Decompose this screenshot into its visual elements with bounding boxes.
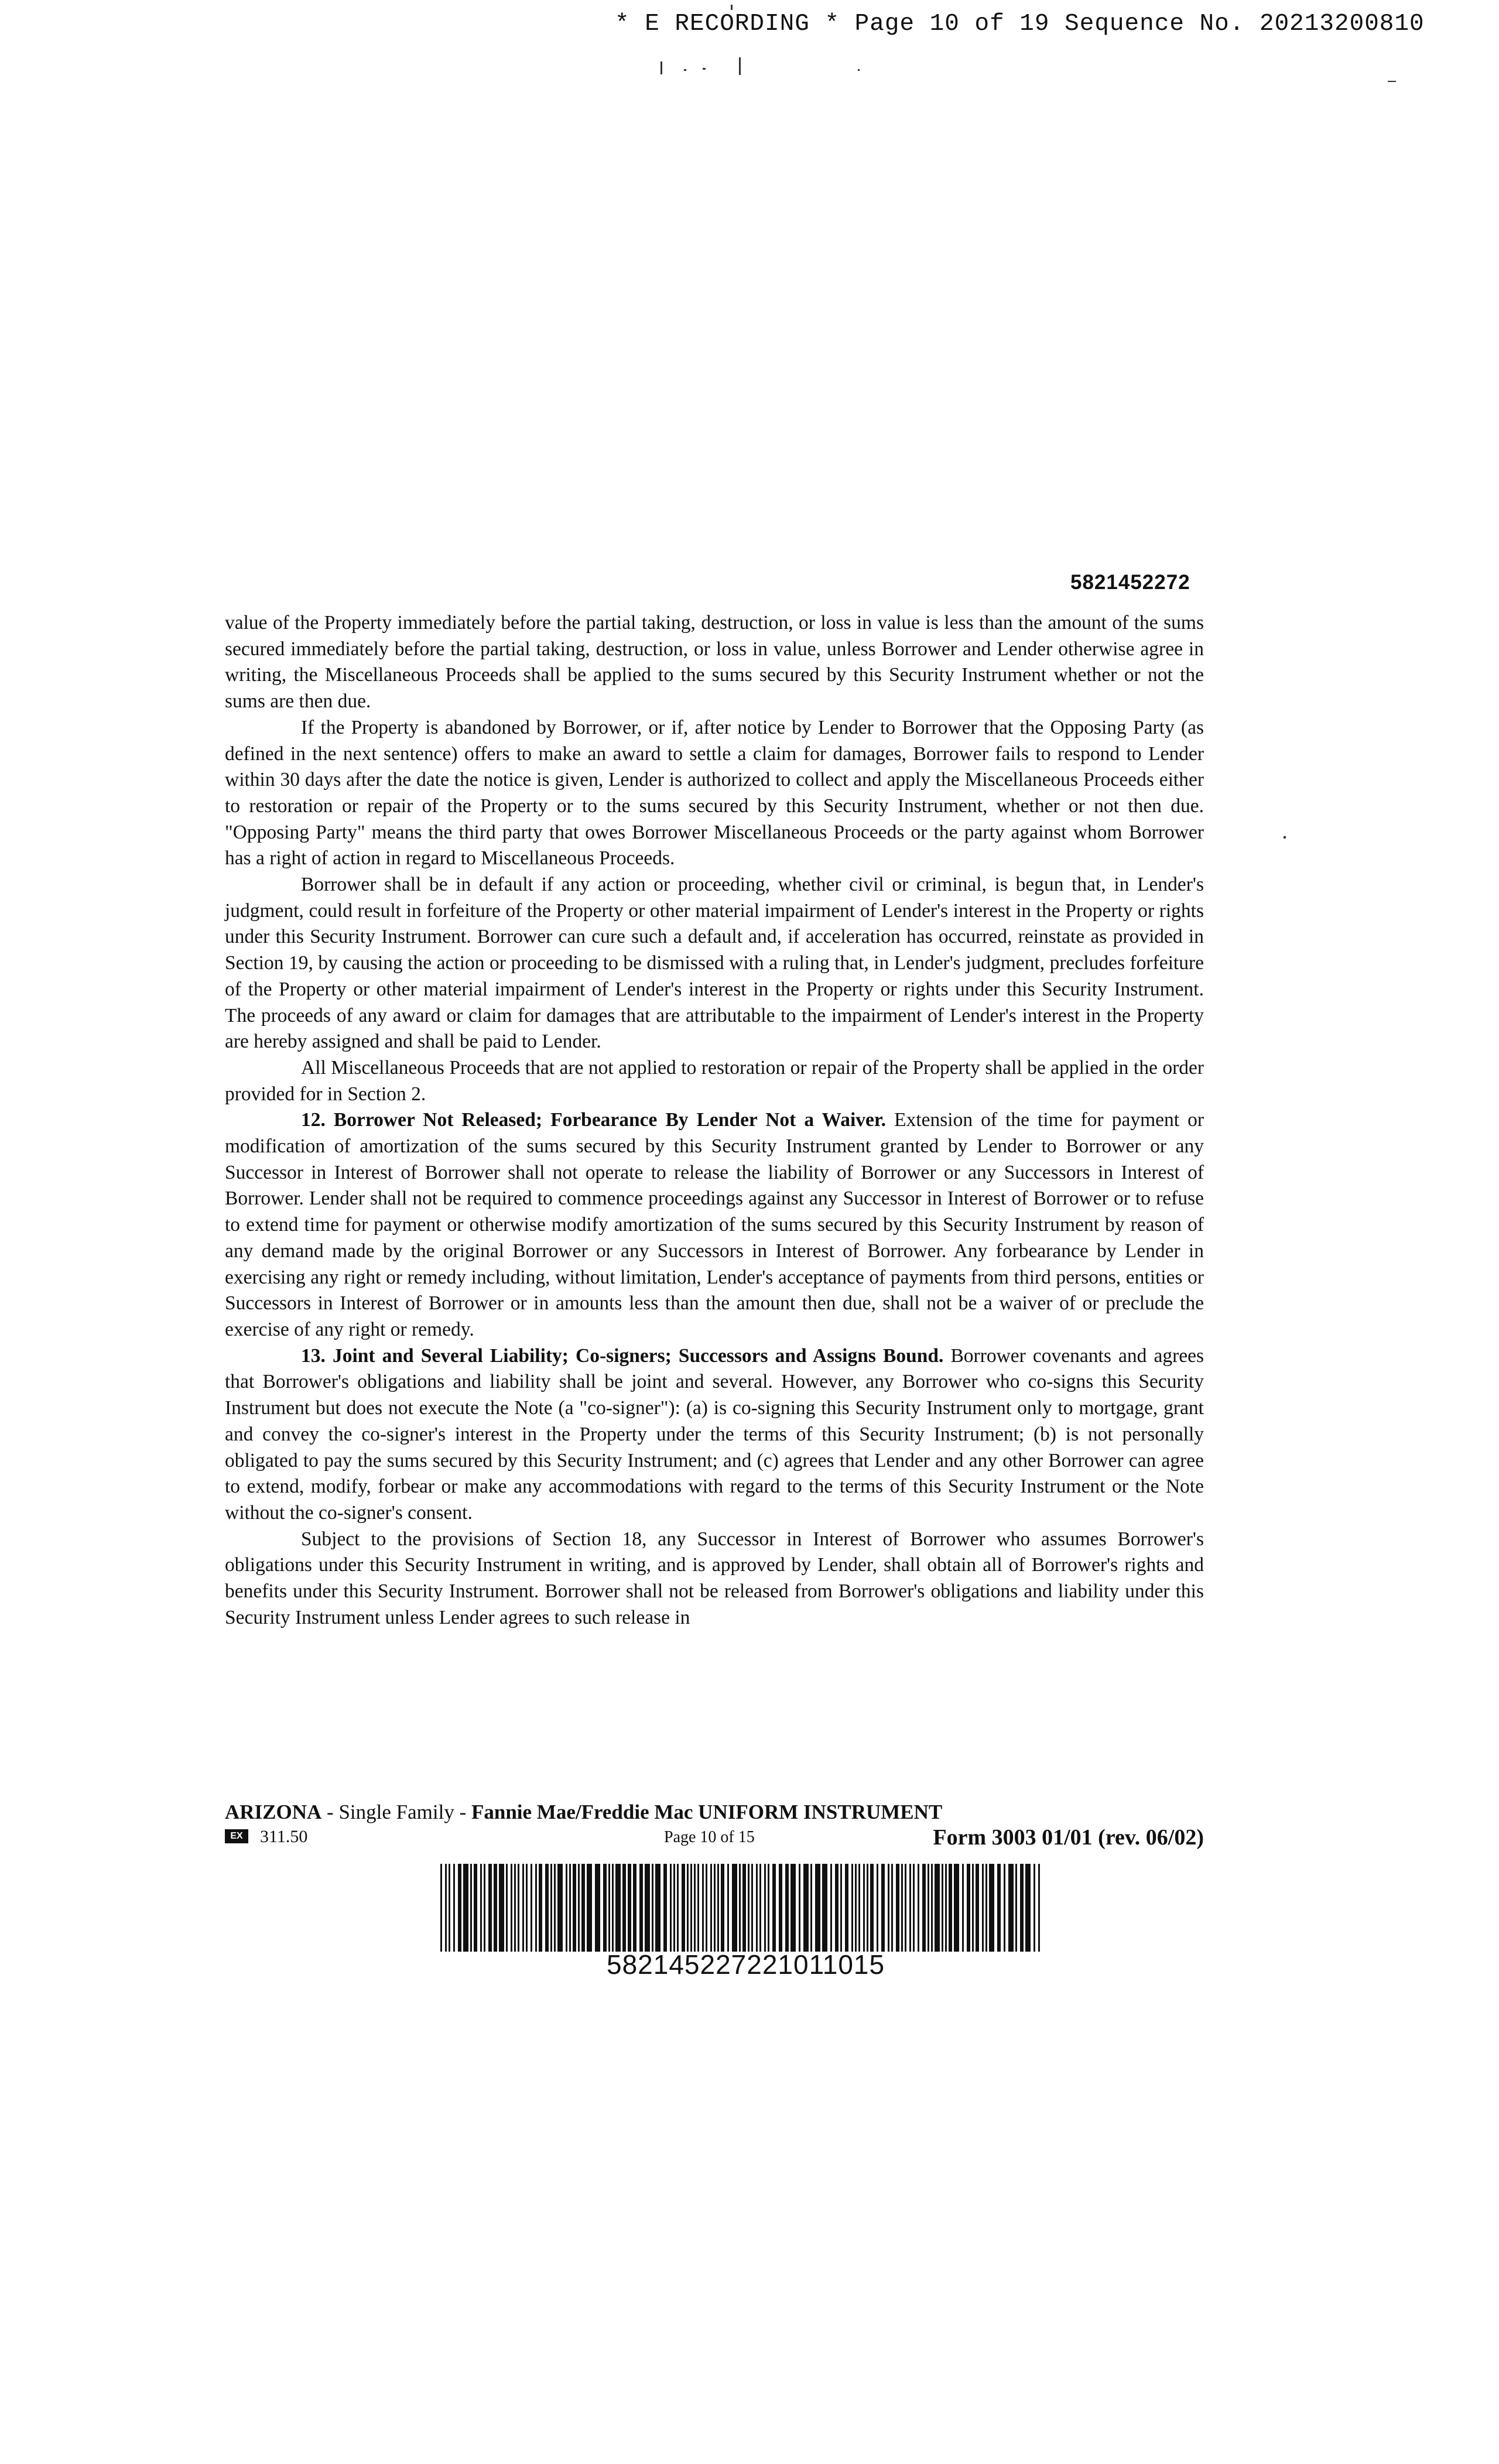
footer-row [225, 1827, 1204, 1853]
barcode-bar [949, 1864, 952, 1952]
footer-middle: - Single Family - [321, 1801, 471, 1823]
barcode-bar [877, 1864, 878, 1952]
barcode-bar [891, 1864, 893, 1952]
barcode-bar [881, 1864, 885, 1952]
barcode-bar [867, 1864, 868, 1952]
barcode-bar [663, 1864, 667, 1952]
barcode-bar [535, 1864, 537, 1952]
barcode-bar [935, 1864, 940, 1952]
barcode-bar [1025, 1864, 1031, 1952]
barcode-bar [710, 1864, 712, 1952]
barcode-bar [615, 1864, 621, 1952]
barcode-bar [458, 1864, 461, 1952]
barcode-bar [612, 1864, 614, 1952]
section-13-text: Borrower covenants and agrees that Borrower's obligations and liability shall be joint and several. However, any Borrower who co-signs this Security Instrument but does not execute the Note (a "co-signer"): (a) is co-signing this Security Instrument only to mortgage, grant and convey the co-signer's interest in the Property under the terms of this Security Instrument; (b) is not personally obligated to pay the sums secured by this Security Instrument; and (c) agrees that Lender and any other Borrower can agree to extend, modify, forbear or make any accommodations with regard to the terms of this Security Instrument or the Note without the co-signer's consent. [225, 1344, 1204, 1524]
barcode-bar [835, 1864, 839, 1952]
barcode-bar [858, 1864, 860, 1952]
barcode-bar [830, 1864, 832, 1952]
barcode-bar [714, 1864, 716, 1952]
barcode-bar [488, 1864, 492, 1952]
barcode-bar [751, 1864, 753, 1952]
barcode-bar [1033, 1864, 1035, 1952]
barcode-bar [997, 1864, 1001, 1952]
barcode-bar [982, 1864, 984, 1952]
scan-speck [731, 5, 733, 10]
barcode-bar [494, 1864, 497, 1952]
barcode-bar [989, 1864, 994, 1952]
barcode-bar [463, 1864, 468, 1952]
barcode-bar [779, 1864, 782, 1952]
scan-speck [684, 69, 686, 71]
scan-speck [858, 69, 860, 71]
barcode-bar [742, 1864, 746, 1952]
barcode-bar [595, 1864, 600, 1952]
barcode-bar [972, 1864, 974, 1952]
barcode-bar [453, 1864, 455, 1952]
barcode-bar [945, 1864, 947, 1952]
barcode-bar [863, 1864, 865, 1952]
barcode-bar [764, 1864, 766, 1952]
barcode-bar [499, 1864, 504, 1952]
paragraph-abandoned-property: If the Property is abandoned by Borrower, or if, after notice by Lender to Borrower that the Opposing Party (as defined in the next sentence) offers to make an award to settle a claim for damages, Borrower fails to respond to Lender within 30 days after the date the notice is given, Lender is authorized to collect and apply the Miscellaneous Proceeds either to restoration or repair of the Property or to the sums secured by this Security Instrument, whether or not then due. "Opposing Party" means the third party that owes Borrower Miscellaneous Proceeds or the party against whom Borrower has a right of action in regard to Miscellaneous Proceeds. [225, 716, 1204, 870]
barcode-bar [622, 1864, 626, 1952]
barcode-bar [557, 1864, 563, 1952]
page-number: Page 10 of 15 [664, 1828, 755, 1846]
barcode-bar [922, 1864, 926, 1952]
barcode-bar [652, 1864, 653, 1952]
barcode-bar [545, 1864, 549, 1952]
barcode-bar [673, 1864, 675, 1952]
paragraph-default: Borrower shall be in default if any action or proceeding, whether civil or criminal, is begun that, in Lender's judgment, could result in forfeiture of the Property or other material impairment of Lender's interest in the Property or rights under this Security Instrument. Borrower can cure such a default and, if acceleration has occurred, reinstate as provided in Section 19, by causing the action or proceeding to be dismissed with a ruling that, in Lender's judgment, precludes forfeiture of the Property or other material impairment of Lender's interest in the Property or rights under this Security Instrument. The proceeds of any award or claim for damages that are attributable to the impairment of Lender's interest in the Property are hereby assigned and shall be paid to Lender. [225, 874, 1204, 1053]
barcode-bar [962, 1864, 964, 1952]
barcode-bar [799, 1864, 800, 1952]
form-number: Form 3003 01/01 (rev. 06/02) [933, 1825, 1204, 1850]
document-body [225, 610, 1204, 1631]
barcode-bar [727, 1864, 729, 1952]
form-logo-icon: EX [225, 1829, 248, 1843]
barcode-bar [655, 1864, 660, 1952]
paragraph-misc-proceeds: All Miscellaneous Proceeds that are not applied to restoration or repair of the Property shall be applied in the order provided for in Section 2. [225, 1056, 1204, 1105]
barcode-bar [790, 1864, 796, 1952]
barcode-bar [822, 1864, 827, 1952]
barcode-bar [573, 1864, 576, 1952]
section-13-followup: Subject to the provisions of Section 18, any Successor in Interest of Borrower who assumes Borrower's obligations under this Security Instrument in writing, and is approved by Lender, shall obtain all of Borrower's rights and benefits under this Security Instrument. Borrower shall not be released from Borrower's obligations and liability under this Security Instrument unless Lender agrees to such release in [225, 1528, 1204, 1628]
barcode-bar [739, 1864, 741, 1952]
barcode-bar [918, 1864, 919, 1952]
barcode-bar [1038, 1864, 1040, 1952]
recording-header: * E RECORDING * Page 10 of 19 Sequence No. 20213200810 [615, 11, 1425, 37]
barcode-bar [474, 1864, 477, 1952]
barcode-bar [942, 1864, 943, 1952]
barcode-bar [645, 1864, 650, 1952]
barcode-bar [785, 1864, 789, 1952]
barcode-bar [440, 1864, 442, 1952]
barcode-bar [506, 1864, 508, 1952]
barcode-bar [581, 1864, 585, 1952]
footer-state: ARIZONA [225, 1801, 322, 1823]
barcode [440, 1864, 1043, 1952]
footer-instrument: Fannie Mae/Freddie Mac UNIFORM INSTRUMENT [471, 1801, 943, 1823]
barcode-bar [526, 1864, 528, 1952]
barcode-bar [702, 1864, 704, 1952]
loan-number: 5821452272 [1070, 571, 1190, 594]
barcode-bar [569, 1864, 571, 1952]
barcode-bar [756, 1864, 758, 1952]
barcode-bar [682, 1864, 685, 1952]
barcode-bar [870, 1864, 874, 1952]
barcode-bar [445, 1864, 447, 1952]
barcode-bar [484, 1864, 485, 1952]
barcode-bar [514, 1864, 516, 1952]
barcode-bar [1015, 1864, 1017, 1952]
barcode-bar [901, 1864, 903, 1952]
section-13-heading: 13. Joint and Several Liability; Co-signers; Successors and Assigns Bound. [301, 1344, 944, 1367]
section-13 [225, 1343, 1204, 1527]
barcode-bar [670, 1864, 672, 1952]
footer-title [225, 1801, 942, 1824]
barcode-bar [985, 1864, 987, 1952]
barcode-bar [815, 1864, 820, 1952]
barcode-bar [639, 1864, 643, 1952]
barcode-bar [845, 1864, 848, 1952]
barcode-bar [721, 1864, 724, 1952]
barcode-bar [687, 1864, 689, 1952]
barcode-bar [928, 1864, 929, 1952]
barcode-bar [608, 1864, 610, 1952]
barcode-bar [522, 1864, 524, 1952]
barcode-bar [931, 1864, 933, 1952]
scan-speck [739, 57, 741, 75]
scan-speck [1284, 836, 1286, 839]
barcode-bar [840, 1864, 842, 1952]
scan-speck [703, 68, 706, 70]
barcode-bar [888, 1864, 889, 1952]
barcode-bar [768, 1864, 769, 1952]
barcode-bar [1008, 1864, 1014, 1952]
barcode-bar [759, 1864, 761, 1952]
barcode-bar [694, 1864, 696, 1952]
barcode-bar [896, 1864, 899, 1952]
barcode-bar [518, 1864, 519, 1952]
scan-speck [660, 61, 662, 74]
barcode-bar [550, 1864, 552, 1952]
barcode-bar [748, 1864, 750, 1952]
section-12-text: Extension of the time for payment or modification of amortization of the sums secured by this Security Instrument granted by Lender to Borrower or any Successor in Interest of Borrower shall not operate to release the liability of Borrower or any Successors in Interest of Borrower. Lender shall not be required to commence proceedings against any Successor in Interest of Borrower or to refuse to extend time for payment or otherwise modify amortization of the sums secured by this Security Instrument by reason of any demand made by the original Borrower or any Successors in Interest of Borrower. Any forbearance by Lender in exercising any right or remedy including, without limitation, Lender's acceptance of payments from third persons, entities or Successors in Interest of Borrower or in amounts less than the amount then due, shall not be a waiver of or preclude the exercise of any right or remedy. [225, 1109, 1204, 1340]
barcode-bar [706, 1864, 707, 1952]
barcode-bar [566, 1864, 567, 1952]
form-code: 311.50 [260, 1827, 308, 1846]
barcode-bar [480, 1864, 482, 1952]
barcode-bar [633, 1864, 636, 1952]
barcode-bar [539, 1864, 542, 1952]
barcode-bar [810, 1864, 812, 1952]
scan-speck [1388, 81, 1396, 82]
barcode-bar [717, 1864, 719, 1952]
barcode-bar [603, 1864, 607, 1952]
barcode-bar [449, 1864, 450, 1952]
barcode-bar [851, 1864, 853, 1952]
barcode-bar [470, 1864, 472, 1952]
barcode-bar [976, 1864, 979, 1952]
barcode-bar [803, 1864, 809, 1952]
barcode-bar [732, 1864, 737, 1952]
barcode-bar [677, 1864, 679, 1952]
barcode-bar [690, 1864, 692, 1952]
barcode-bar [1020, 1864, 1024, 1952]
barcode-bar [587, 1864, 592, 1952]
barcode-bar [905, 1864, 906, 1952]
barcode-bar [554, 1864, 556, 1952]
barcode-bar [913, 1864, 915, 1952]
barcode-bar [909, 1864, 911, 1952]
barcode-bar [531, 1864, 532, 1952]
paragraph-continued: value of the Property immediately before the partial taking, destruction, or loss in value is less than the amount of the sums secured immediately before the partial taking, destruction, or loss in value, unless Borrower and Lender otherwise agree in writing, the Miscellaneous Proceeds shall be applied to the sums secured by this Security Instrument whether or not the sums are then due. [225, 612, 1204, 713]
barcode-bar [967, 1864, 970, 1952]
barcode-bar [628, 1864, 631, 1952]
barcode-bar [855, 1864, 857, 1952]
barcode-number: 582145227221011015 [607, 1949, 885, 1980]
barcode-bar [511, 1864, 512, 1952]
barcode-bar [578, 1864, 580, 1952]
section-12 [225, 1107, 1204, 1343]
barcode-bar [772, 1864, 776, 1952]
section-12-heading: 12. Borrower Not Released; Forbearance By Lender Not a Waiver. [301, 1109, 887, 1131]
barcode-bar [1004, 1864, 1005, 1952]
barcode-bar [954, 1864, 959, 1952]
barcode-bar [697, 1864, 699, 1952]
